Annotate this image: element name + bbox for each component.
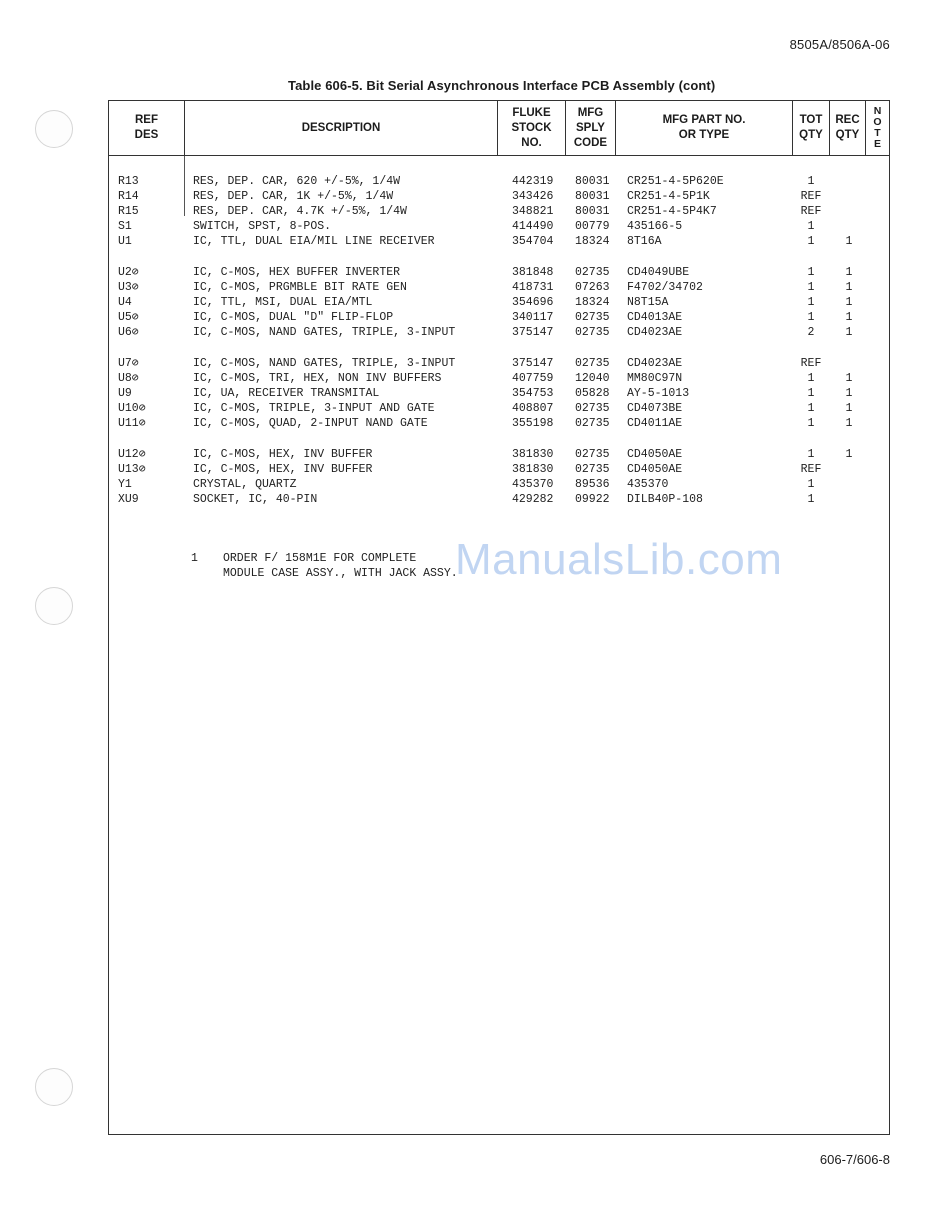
header-ref-des: REF DES	[109, 101, 185, 156]
header-description: DESCRIPTION	[185, 101, 498, 156]
cell-part: AY-5-1013	[627, 387, 690, 400]
cell-part: CD4050AE	[627, 448, 683, 461]
cell-tot-qty: REF	[800, 205, 822, 218]
header-mfg-code: MFG SPLY CODE	[566, 101, 616, 156]
table-row	[109, 189, 889, 204]
cell-part: CD4011AE	[627, 417, 683, 430]
cell-tot-qty: 1	[807, 175, 815, 188]
cell-rec-qty: 1	[845, 387, 853, 400]
header-note: N O T E	[866, 101, 889, 156]
cell-stock: 354704	[512, 235, 554, 248]
cell-tot-qty: 1	[807, 493, 815, 506]
cell-code: 09922	[575, 493, 610, 506]
cell-stock: 354696	[512, 296, 554, 309]
cell-code: 12040	[575, 372, 610, 385]
cell-description: IC, UA, RECEIVER TRANSMITAL	[193, 387, 380, 400]
table-row	[109, 310, 889, 325]
cell-code: 02735	[575, 266, 610, 279]
table-row	[109, 265, 889, 280]
cell-ref: U5⊘	[118, 311, 139, 324]
watermark: ManualsLib.com	[455, 535, 783, 584]
cell-stock: 435370	[512, 478, 554, 491]
cell-tot-qty: 1	[807, 448, 815, 461]
header-fluke-stock: FLUKE STOCK NO.	[498, 101, 566, 156]
cell-description: IC, C-MOS, PRGMBLE BIT RATE GEN	[193, 281, 407, 294]
cell-description: IC, TTL, MSI, DUAL EIA/MTL	[193, 296, 373, 309]
cell-code: 02735	[575, 402, 610, 415]
cell-part: CD4049UBE	[627, 266, 690, 279]
cell-description: IC, C-MOS, HEX, INV BUFFER	[193, 448, 373, 461]
cell-rec-qty: 1	[845, 266, 853, 279]
cell-description: CRYSTAL, QUARTZ	[193, 478, 297, 491]
cell-ref: U7⊘	[118, 357, 139, 370]
cell-stock: 375147	[512, 357, 554, 370]
header-tot-qty: TOT QTY	[793, 101, 830, 156]
cell-stock: 375147	[512, 326, 554, 339]
cell-rec-qty: 1	[845, 235, 853, 248]
cell-ref: U1	[118, 235, 132, 248]
cell-ref: S1	[118, 220, 132, 233]
cell-tot-qty: 1	[807, 402, 815, 415]
cell-ref: R14	[118, 190, 139, 203]
page-number: 606-7/606-8	[819, 1152, 890, 1167]
cell-ref: R13	[118, 175, 139, 188]
cell-code: 18324	[575, 296, 610, 309]
header-mfg-part: MFG PART NO. OR TYPE	[616, 101, 793, 156]
table-row	[109, 371, 889, 386]
cell-tot-qty: 1	[807, 478, 815, 491]
cell-stock: 381848	[512, 266, 554, 279]
cell-part: CR251-4-5P4K7	[627, 205, 717, 218]
cell-stock: 354753	[512, 387, 554, 400]
cell-code: 18324	[575, 235, 610, 248]
cell-tot-qty: 2	[807, 326, 815, 339]
cell-description: SWITCH, SPST, 8-POS.	[193, 220, 332, 233]
table-row	[109, 356, 889, 371]
cell-tot-qty: REF	[800, 463, 822, 476]
cell-ref: U11⊘	[118, 417, 146, 430]
cell-ref: Y1	[118, 478, 132, 491]
cell-tot-qty: 1	[807, 281, 815, 294]
cell-code: 80031	[575, 175, 610, 188]
cell-code: 80031	[575, 205, 610, 218]
cell-description: RES, DEP. CAR, 620 +/-5%, 1/4W	[193, 175, 401, 188]
table-row	[109, 325, 889, 340]
cell-description: IC, C-MOS, TRIPLE, 3-INPUT AND GATE	[193, 402, 435, 415]
footnote-line: MODULE CASE ASSY., WITH JACK ASSY.	[223, 567, 458, 580]
cell-ref: XU9	[118, 493, 139, 506]
cell-part: 435166-5	[627, 220, 683, 233]
cell-ref: U8⊘	[118, 372, 139, 385]
cell-code: 02735	[575, 357, 610, 370]
cell-tot-qty: 1	[807, 372, 815, 385]
cell-stock: 408807	[512, 402, 554, 415]
cell-description: RES, DEP. CAR, 1K +/-5%, 1/4W	[193, 190, 394, 203]
cell-tot-qty: REF	[800, 190, 822, 203]
cell-rec-qty: 1	[845, 296, 853, 309]
cell-part: CD4050AE	[627, 463, 683, 476]
cell-part: 435370	[627, 478, 669, 491]
table-row	[109, 204, 889, 219]
table-row	[109, 462, 889, 477]
cell-tot-qty: 1	[807, 220, 815, 233]
table-row	[109, 386, 889, 401]
cell-code: 02735	[575, 417, 610, 430]
punch-hole-top	[35, 110, 73, 148]
cell-rec-qty: 1	[845, 402, 853, 415]
cell-description: IC, C-MOS, QUAD, 2-INPUT NAND GATE	[193, 417, 428, 430]
cell-part: N8T15A	[627, 296, 669, 309]
cell-ref: U12⊘	[118, 448, 146, 461]
footnote-number: 1	[191, 552, 198, 565]
cell-stock: 343426	[512, 190, 554, 203]
cell-stock: 418731	[512, 281, 554, 294]
cell-code: 07263	[575, 281, 610, 294]
cell-part: CR251-4-5P620E	[627, 175, 724, 188]
punch-hole-bottom	[35, 1068, 73, 1106]
cell-description: RES, DEP. CAR, 4.7K +/-5%, 1/4W	[193, 205, 407, 218]
table-row	[109, 174, 889, 189]
cell-rec-qty: 1	[845, 417, 853, 430]
cell-description: IC, C-MOS, NAND GATES, TRIPLE, 3-INPUT	[193, 357, 456, 370]
header-rec-qty: REC QTY	[830, 101, 866, 156]
cell-description: SOCKET, IC, 40-PIN	[193, 493, 318, 506]
cell-description: IC, C-MOS, HEX, INV BUFFER	[193, 463, 373, 476]
cell-code: 00779	[575, 220, 610, 233]
cell-code: 80031	[575, 190, 610, 203]
cell-description: IC, C-MOS, NAND GATES, TRIPLE, 3-INPUT	[193, 326, 456, 339]
cell-part: 8T16A	[627, 235, 662, 248]
cell-part: CD4073BE	[627, 402, 683, 415]
cell-stock: 407759	[512, 372, 554, 385]
table-row	[109, 295, 889, 310]
table-row	[109, 234, 889, 249]
punch-hole-middle	[35, 587, 73, 625]
table-row	[109, 401, 889, 416]
cell-rec-qty: 1	[845, 448, 853, 461]
cell-ref: U10⊘	[118, 402, 146, 415]
table-title: Table 606-5. Bit Serial Asynchronous Interface PCB Assembly (cont)	[288, 78, 716, 93]
cell-part: MM80C97N	[627, 372, 683, 385]
cell-ref: U9	[118, 387, 132, 400]
cell-ref: U2⊘	[118, 266, 139, 279]
footnote-line: ORDER F/ 158M1E FOR COMPLETE	[223, 552, 417, 565]
table-row	[109, 447, 889, 462]
cell-rec-qty: 1	[845, 281, 853, 294]
cell-tot-qty: 1	[807, 296, 815, 309]
cell-code: 89536	[575, 478, 610, 491]
cell-tot-qty: 1	[807, 266, 815, 279]
cell-code: 05828	[575, 387, 610, 400]
cell-tot-qty: 1	[807, 235, 815, 248]
cell-description: IC, C-MOS, DUAL "D" FLIP-FLOP	[193, 311, 394, 324]
cell-part: DILB40P-108	[627, 493, 703, 506]
cell-code: 02735	[575, 448, 610, 461]
cell-description: IC, C-MOS, HEX BUFFER INVERTER	[193, 266, 401, 279]
cell-part: CD4023AE	[627, 357, 683, 370]
cell-stock: 340117	[512, 311, 554, 324]
cell-code: 02735	[575, 463, 610, 476]
table-row	[109, 492, 889, 507]
cell-tot-qty: 1	[807, 311, 815, 324]
cell-ref: R15	[118, 205, 139, 218]
cell-stock: 381830	[512, 463, 554, 476]
cell-stock: 348821	[512, 205, 554, 218]
cell-ref: U6⊘	[118, 326, 139, 339]
cell-rec-qty: 1	[845, 311, 853, 324]
cell-part: CD4013AE	[627, 311, 683, 324]
cell-rec-qty: 1	[845, 372, 853, 385]
cell-stock: 381830	[512, 448, 554, 461]
cell-stock: 414490	[512, 220, 554, 233]
cell-stock: 442319	[512, 175, 554, 188]
cell-code: 02735	[575, 326, 610, 339]
cell-code: 02735	[575, 311, 610, 324]
cell-ref: U3⊘	[118, 281, 139, 294]
table-row	[109, 219, 889, 234]
cell-description: IC, TTL, DUAL EIA/MIL LINE RECEIVER	[193, 235, 435, 248]
table-row	[109, 477, 889, 492]
cell-stock: 355198	[512, 417, 554, 430]
cell-rec-qty: 1	[845, 326, 853, 339]
cell-ref: U13⊘	[118, 463, 146, 476]
cell-tot-qty: 1	[807, 387, 815, 400]
cell-part: CD4023AE	[627, 326, 683, 339]
cell-part: CR251-4-5P1K	[627, 190, 710, 203]
cell-stock: 429282	[512, 493, 554, 506]
page-id: 8505A/8506A-06	[789, 37, 890, 52]
parts-table	[108, 100, 890, 1135]
cell-tot-qty: 1	[807, 417, 815, 430]
cell-ref: U4	[118, 296, 132, 309]
table-row	[109, 416, 889, 431]
cell-part: F4702/34702	[627, 281, 703, 294]
cell-tot-qty: REF	[800, 357, 822, 370]
cell-description: IC, C-MOS, TRI, HEX, NON INV BUFFERS	[193, 372, 442, 385]
table-row	[109, 280, 889, 295]
